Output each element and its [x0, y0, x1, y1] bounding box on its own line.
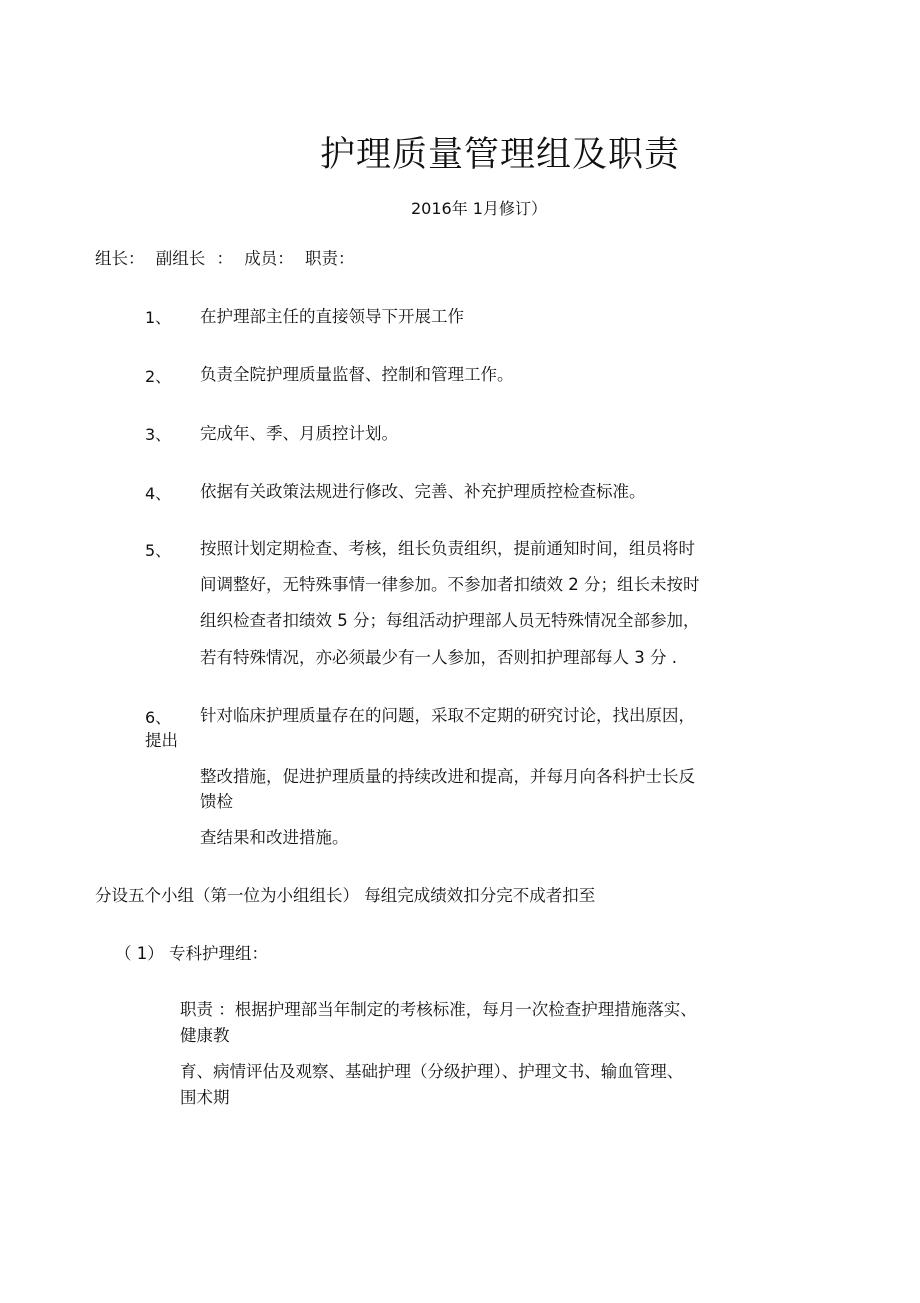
group-duty-text: 健康教: [180, 1026, 230, 1045]
item-text: 按照计划定期检查、考核，组长负责组织，提前通知时间，组员将时: [200, 539, 695, 558]
item-number: 4、: [145, 484, 172, 503]
item-text: 间调整好，无特殊事情一律参加。不参加者扣绩效 2 分；组长未按时: [200, 575, 700, 594]
item-text: 整改措施，促进护理质量的持续改进和提高，并每月向各科护士长反: [200, 767, 695, 786]
item-number: 1、: [145, 308, 172, 327]
item-text: 若有特殊情况，亦必须最少有一人参加，否则扣护理部每人 3 分 .: [200, 648, 677, 667]
subgroup-intro: 分设五个小组（第一位为小组组长） 每组完成绩效扣分完不成者扣至: [95, 886, 596, 905]
document-title: 护理质量管理组及职责: [320, 135, 681, 175]
item-text: 依据有关政策法规进行修改、完善、补充护理质控检查标准。: [200, 482, 646, 501]
item-text: 组织检查者扣绩效 5 分；每组活动护理部人员无特殊情况全部参加，: [200, 611, 700, 630]
item-number: 3、: [145, 425, 172, 444]
item-text: 完成年、季、月质控计划。: [200, 424, 398, 443]
item-text: 在护理部主任的直接领导下开展工作: [200, 307, 464, 326]
group-label: （ 1） 专科护理组：: [115, 944, 268, 963]
roles-line: 组长： 副组长 ： 成员： 职责：: [95, 249, 355, 268]
item-text: 提出: [145, 731, 178, 750]
group-duty-text: 育、病情评估及观察、基础护理（分级护理）、护理文书、输血管理、: [180, 1062, 684, 1081]
item-number: 6、: [145, 708, 172, 727]
revision-date: 2016年 1月修订）: [411, 199, 547, 218]
item-text: 查结果和改进措施。: [200, 828, 349, 847]
item-text: 针对临床护理质量存在的问题，采取不定期的研究讨论，找出原因，: [200, 706, 695, 725]
item-text: 馈检: [200, 792, 233, 811]
item-number: 5、: [145, 541, 172, 560]
item-number: 2、: [145, 367, 172, 386]
group-duty-text: 围术期: [180, 1088, 230, 1107]
group-duty-text: 职责 ：根据护理部当年制定的考核标准，每月一次检查护理措施落实、: [180, 1000, 697, 1019]
item-text: 负责全院护理质量监督、控制和管理工作。: [200, 365, 514, 384]
